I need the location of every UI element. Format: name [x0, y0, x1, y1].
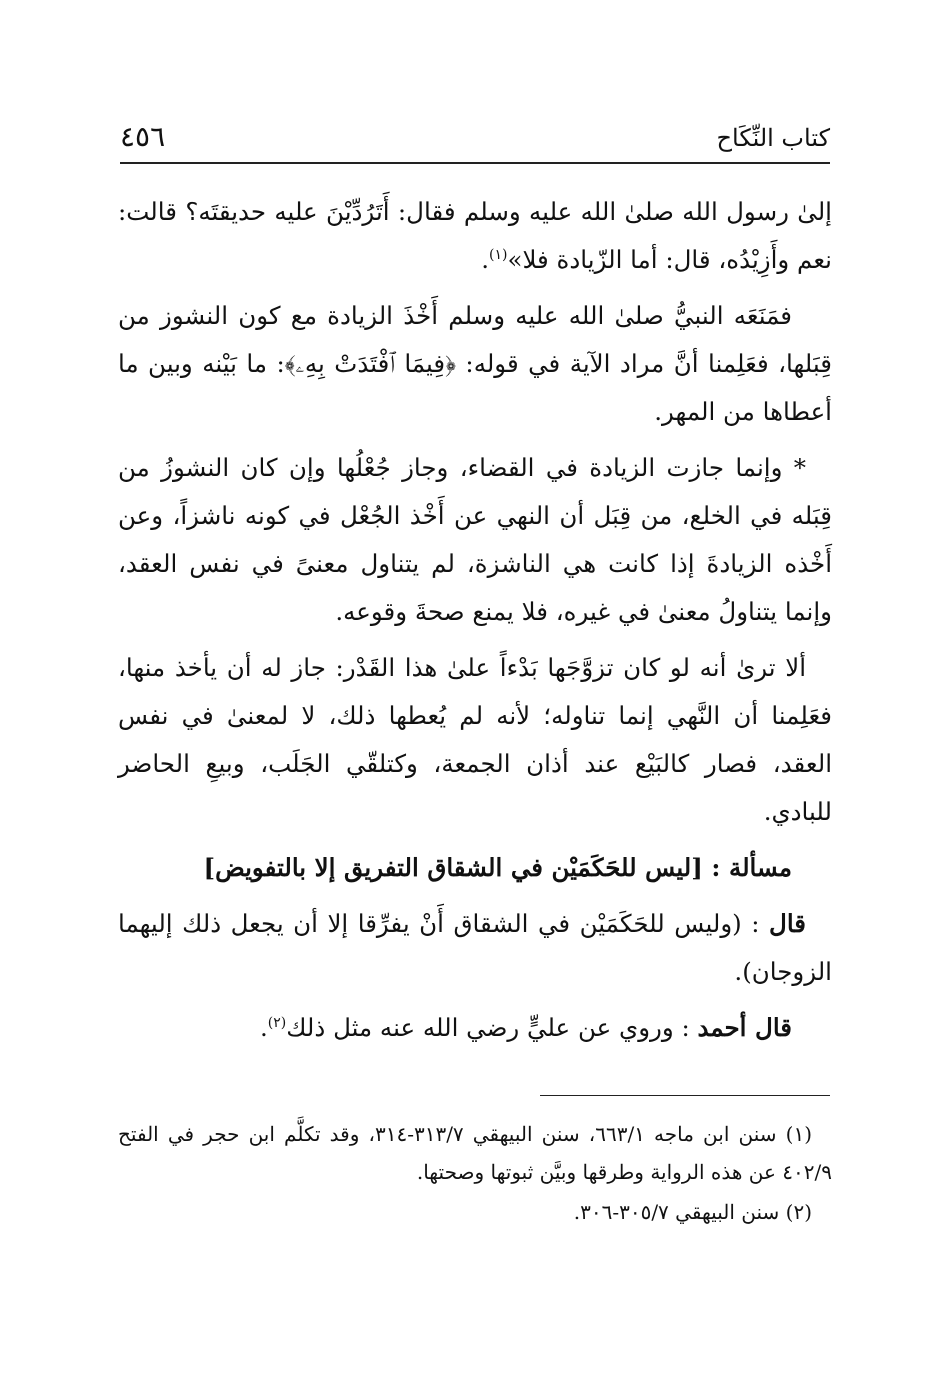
qal-ahmad-label: قال أحمد [697, 1013, 792, 1042]
page-number: ٤٥٦ [120, 120, 166, 153]
page-header [120, 118, 830, 158]
qal-ahmad-text: : وروي عن عليٍّ رضي الله عنه مثل ذلك [286, 1013, 698, 1042]
mas-ala-title: [ليس للحَكَمَيْن في الشقاق التفريق إلا بالتفويض] [203, 853, 703, 882]
mas-ala-heading [118, 844, 832, 892]
paragraph-1-end: . [481, 245, 489, 274]
header-rule [120, 162, 830, 164]
paragraph-1 [118, 188, 832, 284]
chapter-title: كتاب النِّكَاح [716, 124, 830, 152]
main-text [118, 188, 832, 1060]
paragraph-3: * وإنما جازت الزيادة في القضاء، وجاز جُعْلُها وإن كان النشوزُ من قِبَله في الخلع، من قِبَل أن النهي عن أَخْذ الجُعْل في كونه ناشزاً، وعن أَخْذه الزيادةَ إذا كانت هي الناشزة، لم يتناول معنىً في نفس العقد، وإنما يتناولُ معنىٰ في غيره، فلا يمنع صحةَ وقوعه. [118, 453, 832, 626]
footnote-1: (١) سنن ابن ماجه ٦٦٣/١، سنن البيهقي ٣١٣/٧-٣١٤، وقد تكلَّم ابن حجر في الفتح ٤٠٢/٩ عن هذه الرواية وطرقها وبيَّن ثبوتها وصحتها. [118, 1122, 832, 1184]
footnote-separator [540, 1095, 830, 1096]
mas-ala-label: مسألة : [711, 853, 792, 882]
paragraph-4: ألا ترىٰ أنه لو كان تزوَّجَها بَدْءاً علىٰ هذا القَدْر: جاز له أن يأخذ منها، فعَلِمنا أن النَّهي إنما تناوله؛ لأنه لم يُعطها ذلك، لا لمعنىٰ في نفس العقد، فصار كالبَيْع عند أذان الجمعة، وكتلقّي الجَلَب، وبيعِ الحاضر للبادي. [118, 653, 832, 826]
qal-text: : (وليس للحَكَمَيْن في الشقاق أَنْ يفرِّقا إلا أن يجعل ذلك إليهما الزوجان). [118, 909, 832, 986]
qal-paragraph [118, 900, 832, 996]
paragraph-1-text: إلىٰ رسول الله صلىٰ الله عليه وسلم فقال: أَتَرُدِّيْنَ عليه حديقتَه؟ قالت: نعم وأَزِيْدُه، قال: أما الزّيادة فلا» [118, 197, 832, 274]
qal-label: قال [769, 909, 806, 938]
qal-ahmad-end: . [260, 1013, 268, 1042]
footnote-ref-2: (٢) [267, 1014, 287, 1031]
qal-ahmad-paragraph [118, 1004, 832, 1052]
footnotes [118, 1115, 832, 1231]
footnote-2: (٢) سنن البيهقي ٣٠٥/٧-٣٠٦. [573, 1200, 812, 1224]
paragraph-2: فمَنَعَه النبيُّ صلىٰ الله عليه وسلم أَخْذَ الزيادة مع كون النشوز من قِبَلها، فعَلِمنا أنَّ مراد الآية في قوله: ﴿فِيمَا ٱفْتَدَتْ بِهِۦ﴾: ما بَيْنه وبين ما أعطاها من المهر. [118, 301, 832, 426]
footnote-ref-1: (١) [488, 246, 508, 263]
